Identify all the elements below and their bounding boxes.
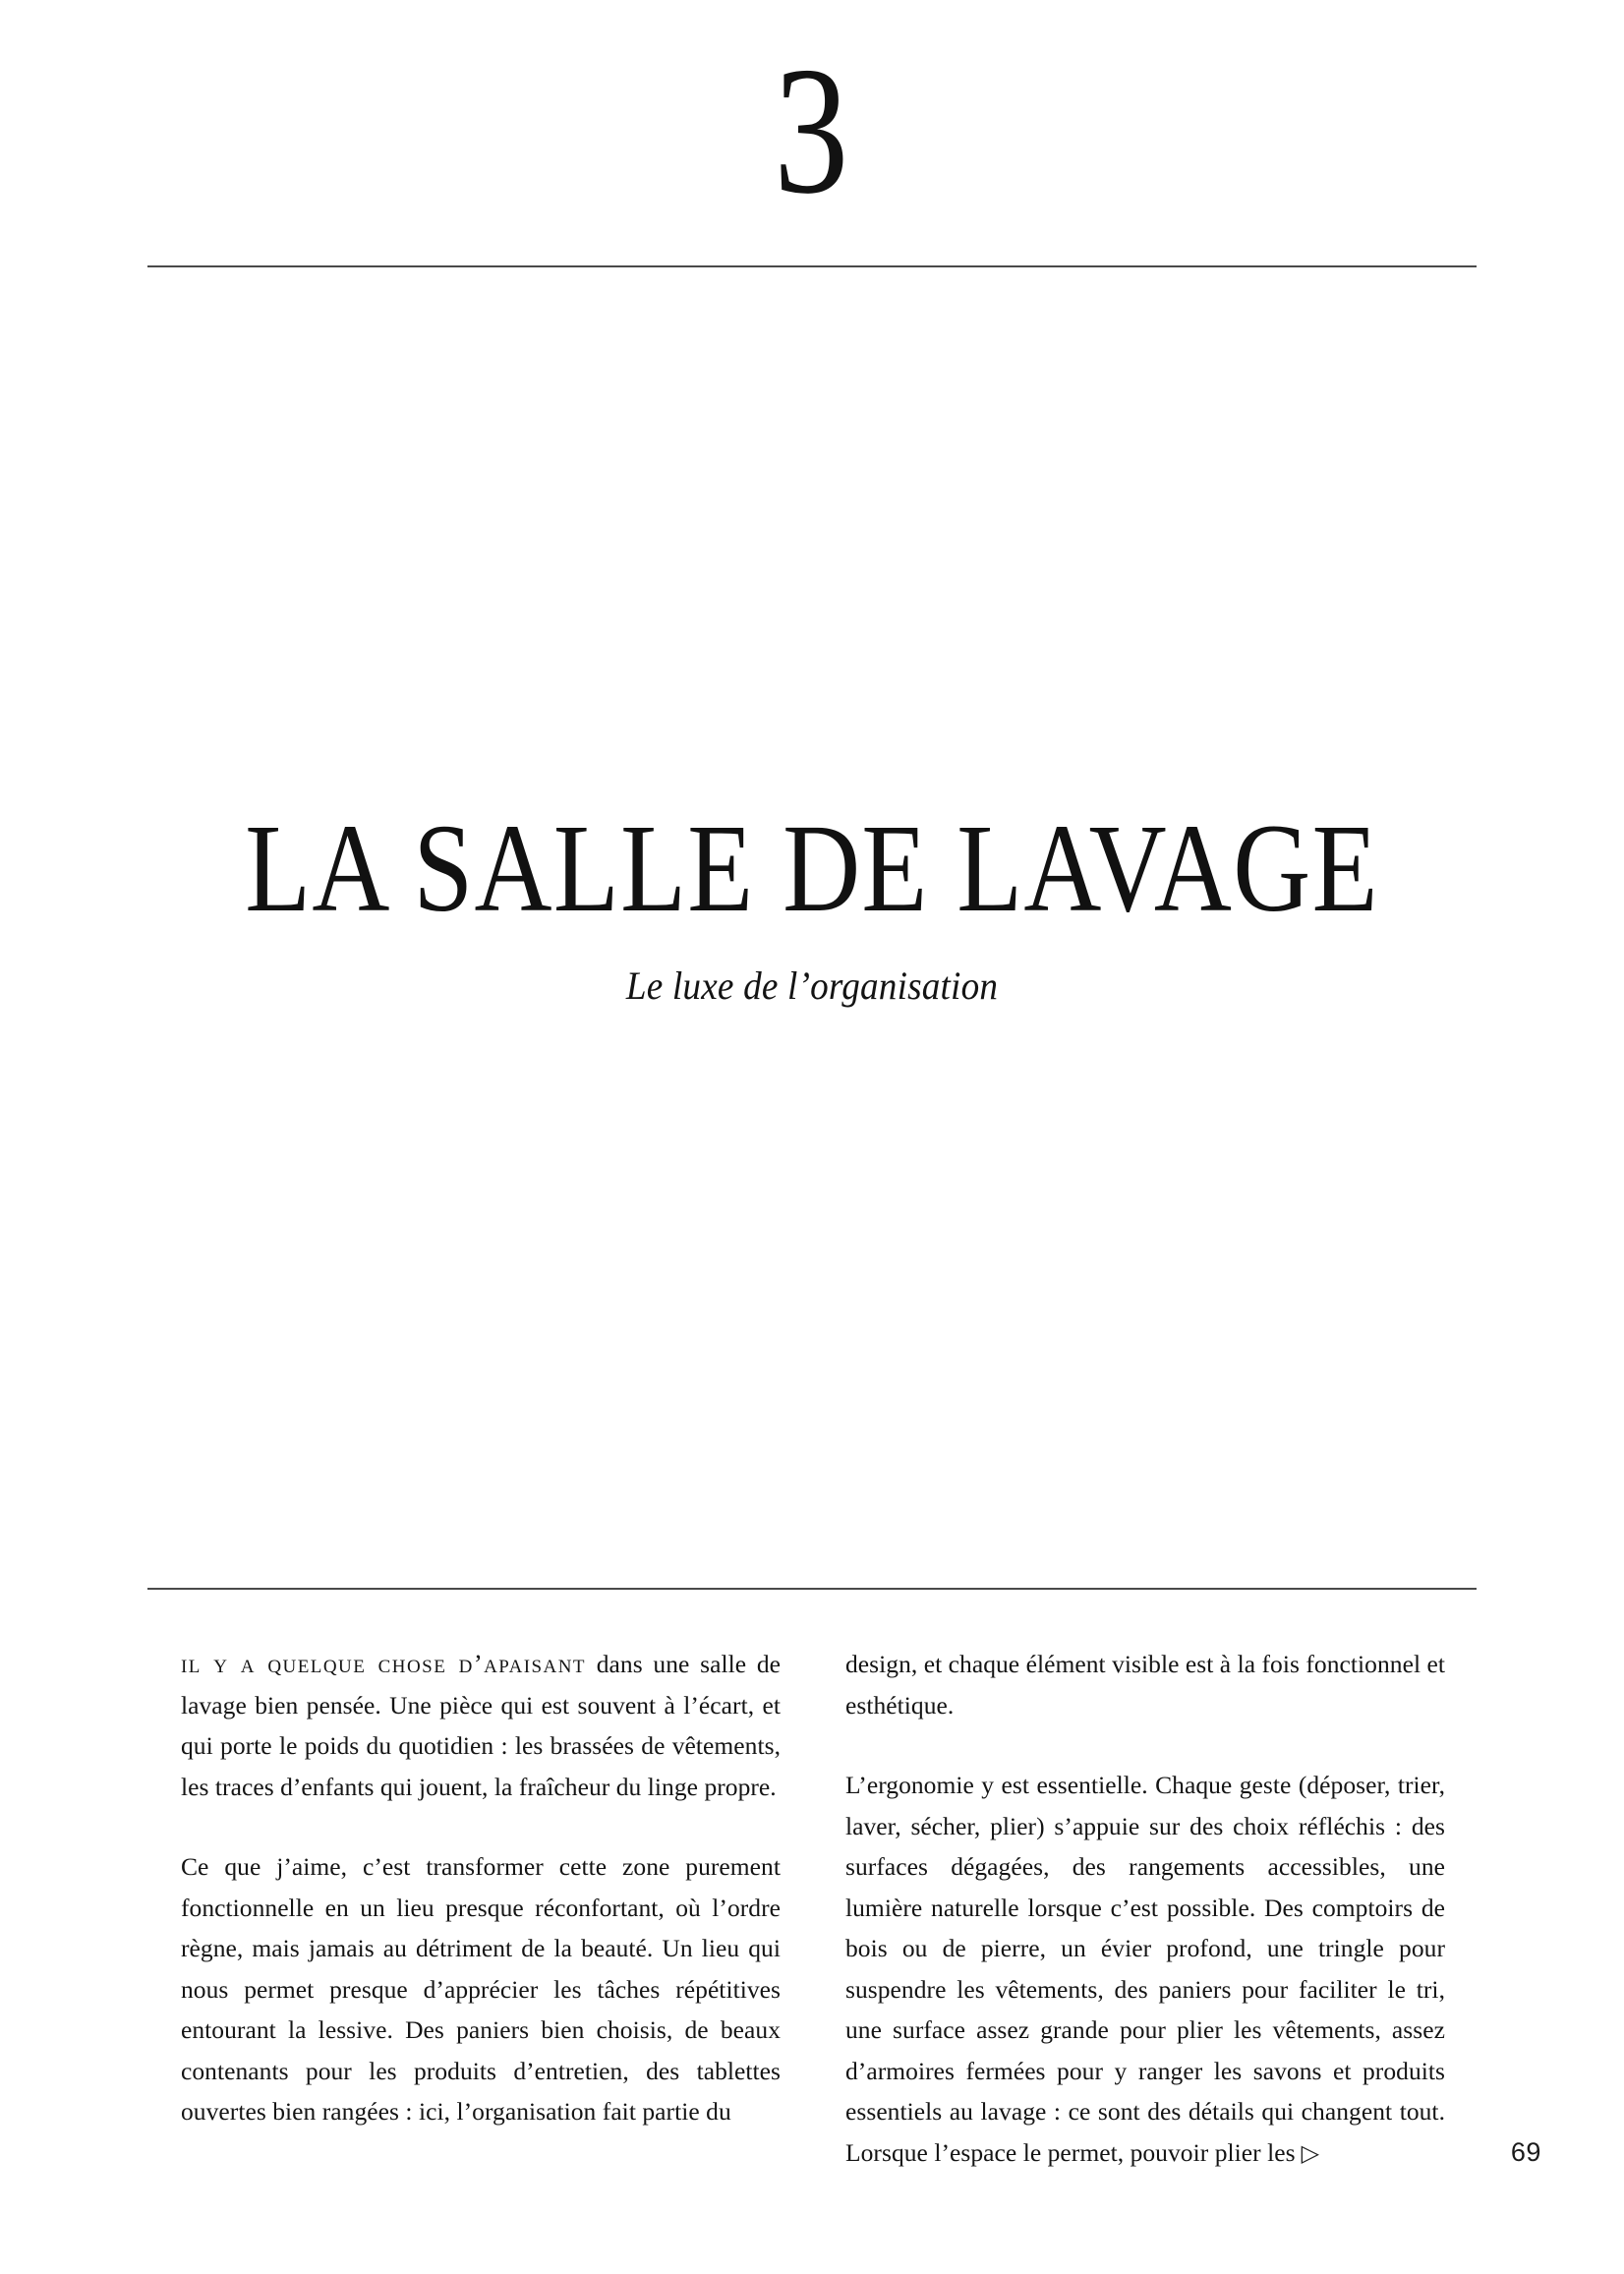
chapter-subtitle: Le luxe de l’organisation: [625, 962, 999, 1008]
body-column-left: [181, 1644, 781, 2132]
paragraph-right-1: design, et chaque élément visible est à la fois fonctionnel et esthétique.: [845, 1650, 1446, 1720]
paragraph-left-1-text: dans une salle de lavage bien pensée. Une pièce qui est souvent à l’écart, et qui porte le poids du quotidien : les brassées de vêtements, les traces d’enfants qui jouent, la fraîcheur du linge propre.: [181, 1650, 781, 1801]
divider-body: [147, 1588, 1477, 1590]
paragraph-left-1: [181, 1644, 781, 1807]
title-block: [0, 798, 1624, 1010]
paragraph-left-2: Ce que j’aime, c’est transformer cette zone purement fonctionnelle en un lieu presque réconfortant, où l’ordre règne, mais jamais au détriment de la beauté. Un lieu qui nous permet presque d’apprécier les tâches répétitives entourant la lessive. Des paniers bien choisis, de beaux contenants pour les produits d’entretien, des tablettes ouvertes bien rangées : ici, l’organisation fait partie du: [181, 1852, 781, 2126]
paragraph-right-2: [845, 1765, 1445, 2175]
chapter-title: LA SALLE DE LAVAGE: [245, 798, 1379, 938]
paragraph-right-2-text: L’ergonomie y est essentielle. Chaque geste (déposer, trier, laver, sécher, plier) s’appuie sur des choix réfléchis : des surfaces dégagées, des rangements accessibles, une lumière naturelle lorsque c’est possible. Des comptoirs de bois ou de pierre, un évier profond, une tringle pour suspendre les vêtements, des paniers pour faciliter le tri, une surface assez grande pour plier les vêtements, assez d’armoires fermées pour y ranger les savons et produits essentiels au lavage : ce sont des détails qui changent tout. Lorsque l’espace le permet, pouvoir plier les: [845, 1771, 1445, 2167]
body-column-right: [845, 1644, 1445, 2175]
divider-top: [147, 265, 1477, 267]
chapter-number: 3: [774, 29, 850, 232]
paragraph-lead-smallcaps: il y a quelque chose d’apaisant: [181, 1649, 586, 1678]
body-text-columns: [181, 1644, 1445, 2175]
continuation-triangle-icon: ▷: [1301, 2140, 1320, 2167]
page-number: 69: [1510, 2137, 1541, 2167]
